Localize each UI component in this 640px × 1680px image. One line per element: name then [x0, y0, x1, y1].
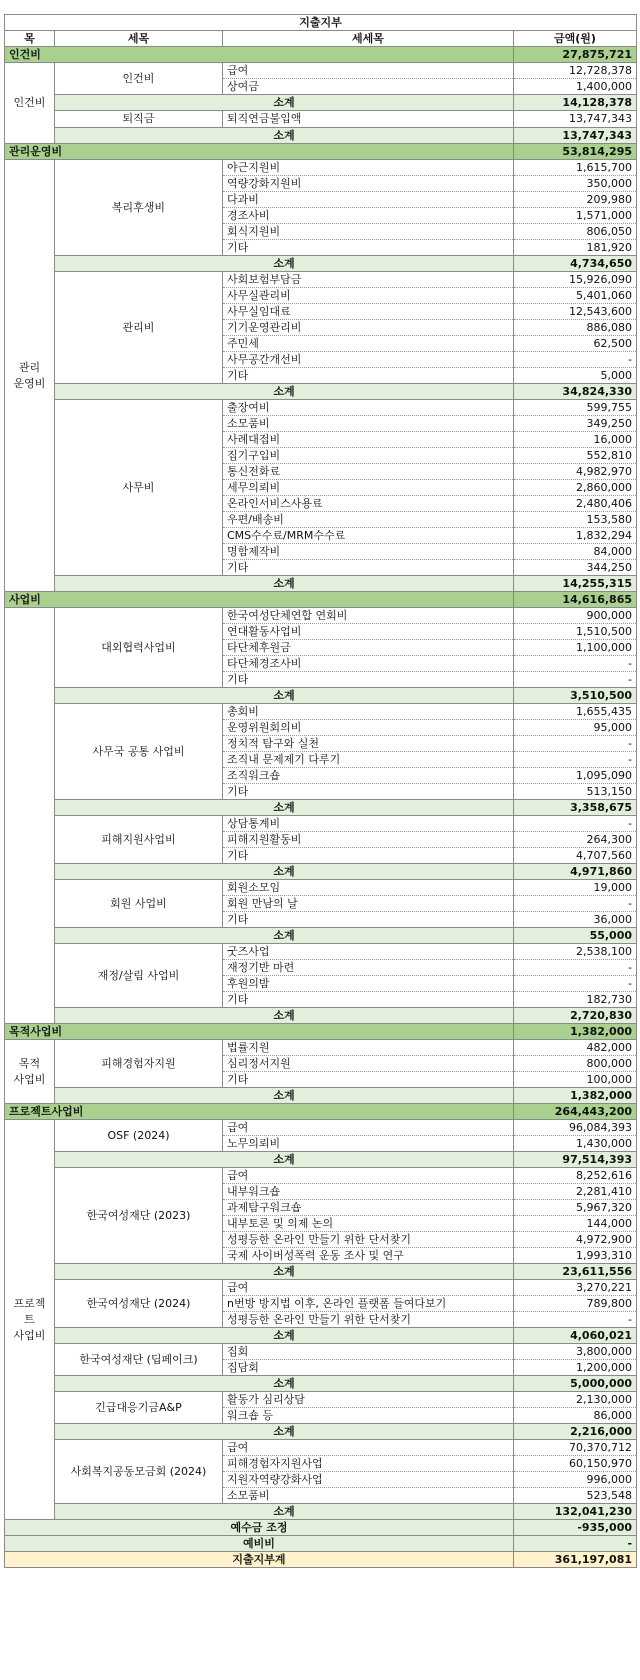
item-name: 조직워크숍	[223, 768, 514, 784]
item-name: 지원자역량강화사업	[223, 1472, 514, 1488]
subtotal-amount: 14,128,378	[514, 95, 637, 111]
item-amount: 153,580	[514, 512, 637, 528]
item-name: 연대활동사업비	[223, 624, 514, 640]
item-amount: 3,800,000	[514, 1344, 637, 1360]
semok-cell: 복리후생비	[55, 160, 223, 256]
item-amount: 182,730	[514, 992, 637, 1008]
item-amount: 36,000	[514, 912, 637, 928]
table-row	[5, 816, 637, 832]
item-name: 국제 사이버성폭력 운동 조사 및 연구	[223, 1248, 514, 1264]
item-amount: 789,800	[514, 1296, 637, 1312]
item-amount: 19,000	[514, 880, 637, 896]
mok-cell: 목적 사업비	[5, 1040, 55, 1104]
item-amount: 1,510,500	[514, 624, 637, 640]
subtotal-amount: 132,041,230	[514, 1504, 637, 1520]
adjustment-row	[5, 1520, 637, 1536]
item-amount: -	[514, 816, 637, 832]
item-amount: 599,755	[514, 400, 637, 416]
item-amount: 96,084,393	[514, 1120, 637, 1136]
subtotal-label: 소계	[55, 1088, 514, 1104]
table-row	[5, 1168, 637, 1184]
subtotal-label: 소계	[55, 1264, 514, 1280]
item-name: 피해경험자지원사업	[223, 1456, 514, 1472]
item-amount: 5,000	[514, 368, 637, 384]
semok-cell: 관리비	[55, 272, 223, 384]
subtotal-row	[5, 1008, 637, 1024]
category-amount: 27,875,721	[514, 47, 637, 63]
item-amount: 482,000	[514, 1040, 637, 1056]
item-amount: 12,543,600	[514, 304, 637, 320]
item-name: 집담회	[223, 1360, 514, 1376]
item-amount: 2,130,000	[514, 1392, 637, 1408]
item-amount: 900,000	[514, 608, 637, 624]
adjustment-row	[5, 1536, 637, 1552]
semok-cell: 한국여성재단 (딥페이크)	[55, 1344, 223, 1376]
category-name: 사업비	[5, 592, 514, 608]
item-amount: 349,250	[514, 416, 637, 432]
item-name: 조직내 문제제기 다루기	[223, 752, 514, 768]
table-row	[5, 1120, 637, 1136]
subtotal-amount: 2,720,830	[514, 1008, 637, 1024]
item-name: 재정기반 마련	[223, 960, 514, 976]
semok-cell: 긴급대응기금A&P	[55, 1392, 223, 1424]
item-name: CMS수수료/MRM수수료	[223, 528, 514, 544]
item-name: 활동가 심리상담	[223, 1392, 514, 1408]
category-row	[5, 592, 637, 608]
item-amount: 5,967,320	[514, 1200, 637, 1216]
table-row	[5, 160, 637, 176]
item-name: 급여	[223, 1120, 514, 1136]
item-name: 기타	[223, 992, 514, 1008]
subtotal-row	[5, 688, 637, 704]
item-name: 사무공간개선비	[223, 352, 514, 368]
semok-cell: 사회복지공동모금회 (2024)	[55, 1440, 223, 1504]
subtotal-label: 소계	[55, 95, 514, 111]
item-name: n번방 방지법 이후, 온라인 플랫폼 들여다보기	[223, 1296, 514, 1312]
item-name: 다과비	[223, 192, 514, 208]
table-row	[5, 880, 637, 896]
item-name: 우편/배송비	[223, 512, 514, 528]
item-name: 워크숍 등	[223, 1408, 514, 1424]
table-row	[5, 608, 637, 624]
subtotal-label: 소계	[55, 864, 514, 880]
item-amount: 4,972,900	[514, 1232, 637, 1248]
item-name: 내부워크숍	[223, 1184, 514, 1200]
item-amount: 62,500	[514, 336, 637, 352]
item-amount: -	[514, 976, 637, 992]
semok-cell: 대외협력사업비	[55, 608, 223, 688]
item-name: 굿즈사업	[223, 944, 514, 960]
header-semok: 세목	[55, 31, 223, 47]
item-name: 회원 만남의 날	[223, 896, 514, 912]
category-name: 프로젝트사업비	[5, 1104, 514, 1120]
item-amount: 144,000	[514, 1216, 637, 1232]
subtotal-amount: 14,255,315	[514, 576, 637, 592]
item-name: 통신전화료	[223, 464, 514, 480]
subtotal-amount: 4,971,860	[514, 864, 637, 880]
category-row	[5, 1104, 637, 1120]
item-amount: -	[514, 352, 637, 368]
category-amount: 14,616,865	[514, 592, 637, 608]
header-mok: 목	[5, 31, 55, 47]
item-amount: -	[514, 960, 637, 976]
item-amount: 1,655,435	[514, 704, 637, 720]
item-amount: 15,926,090	[514, 272, 637, 288]
item-name: 정치적 탐구와 실천	[223, 736, 514, 752]
item-name: 성평등한 온라인 만들기 위한 단서찾기	[223, 1232, 514, 1248]
subtotal-row	[5, 928, 637, 944]
subtotal-amount: 55,000	[514, 928, 637, 944]
item-amount: 209,980	[514, 192, 637, 208]
item-amount: 264,300	[514, 832, 637, 848]
total-label: 지출지부계	[5, 1552, 514, 1568]
table-row	[5, 63, 637, 79]
subtotal-amount: 34,824,330	[514, 384, 637, 400]
item-amount: 1,993,310	[514, 1248, 637, 1264]
category-row	[5, 47, 637, 63]
item-amount: 344,250	[514, 560, 637, 576]
table-row	[5, 944, 637, 960]
table-row	[5, 1392, 637, 1408]
subtotal-row	[5, 1424, 637, 1440]
item-amount: 70,370,712	[514, 1440, 637, 1456]
subtotal-label: 소계	[55, 1424, 514, 1440]
semok-cell: 한국여성재단 (2023)	[55, 1168, 223, 1264]
subtotal-row	[5, 1504, 637, 1520]
subtotal-label: 소계	[55, 256, 514, 272]
item-amount: 2,860,000	[514, 480, 637, 496]
subtotal-row	[5, 1376, 637, 1392]
semok-cell: 사무국 공통 사업비	[55, 704, 223, 800]
item-name: 급여	[223, 1168, 514, 1184]
category-row	[5, 1024, 637, 1040]
semok-cell: 피해지원사업비	[55, 816, 223, 864]
item-name: 명함제작비	[223, 544, 514, 560]
subtotal-amount: 97,514,393	[514, 1152, 637, 1168]
subtotal-amount: 23,611,556	[514, 1264, 637, 1280]
semok-cell: 재정/살림 사업비	[55, 944, 223, 1008]
subtotal-amount: 4,060,021	[514, 1328, 637, 1344]
subtotal-label: 소계	[55, 576, 514, 592]
mok-cell	[5, 608, 55, 1024]
subtotal-row	[5, 384, 637, 400]
subtotal-label: 소계	[55, 800, 514, 816]
header-row	[5, 31, 637, 47]
subtotal-row	[5, 1264, 637, 1280]
item-name: 사무실관리비	[223, 288, 514, 304]
subtotal-label: 소계	[55, 1328, 514, 1344]
subtotal-amount: 3,510,500	[514, 688, 637, 704]
subtotal-amount: 2,216,000	[514, 1424, 637, 1440]
item-amount: 181,920	[514, 240, 637, 256]
item-amount: 86,000	[514, 1408, 637, 1424]
item-amount: 60,150,970	[514, 1456, 637, 1472]
table-title: 지출지부	[5, 15, 637, 31]
item-amount: 552,810	[514, 448, 637, 464]
item-amount: 1,571,000	[514, 208, 637, 224]
item-amount: 13,747,343	[514, 111, 637, 128]
item-name: 타단체경조사비	[223, 656, 514, 672]
item-name: 기타	[223, 1072, 514, 1088]
item-amount: 1,200,000	[514, 1360, 637, 1376]
table-row	[5, 111, 637, 128]
item-amount: 1,832,294	[514, 528, 637, 544]
item-amount: 100,000	[514, 1072, 637, 1088]
item-amount: 12,728,378	[514, 63, 637, 79]
subtotal-amount: 4,734,650	[514, 256, 637, 272]
item-name: 기타	[223, 240, 514, 256]
item-amount: 2,480,406	[514, 496, 637, 512]
item-name: 운영위원회의비	[223, 720, 514, 736]
item-name: 급여	[223, 1440, 514, 1456]
subtotal-amount: 1,382,000	[514, 1088, 637, 1104]
item-amount: 2,538,100	[514, 944, 637, 960]
item-name: 노무의뢰비	[223, 1136, 514, 1152]
subtotal-label: 소계	[55, 1376, 514, 1392]
expense-table	[4, 14, 637, 1568]
table-row	[5, 1440, 637, 1456]
item-name: 회식지원비	[223, 224, 514, 240]
item-name: 급여	[223, 1280, 514, 1296]
subtotal-row	[5, 864, 637, 880]
subtotal-label: 소계	[55, 928, 514, 944]
item-name: 기타	[223, 912, 514, 928]
item-name: 사회보험부담금	[223, 272, 514, 288]
item-name: 역량강화지원비	[223, 176, 514, 192]
item-amount: -	[514, 656, 637, 672]
item-name: 피해지원활동비	[223, 832, 514, 848]
item-name: 상담통계비	[223, 816, 514, 832]
semok-cell: 한국여성재단 (2024)	[55, 1280, 223, 1328]
item-name: 내부토론 및 의제 논의	[223, 1216, 514, 1232]
subtotal-label: 소계	[55, 1152, 514, 1168]
item-amount: 513,150	[514, 784, 637, 800]
semok-cell: 회원 사업비	[55, 880, 223, 928]
subtotal-row	[5, 800, 637, 816]
item-name: 집기구입비	[223, 448, 514, 464]
item-name: 후원의밤	[223, 976, 514, 992]
semok-cell: 피해경험자지원	[55, 1040, 223, 1088]
subtotal-label: 소계	[55, 688, 514, 704]
subtotal-label: 소계	[55, 1504, 514, 1520]
item-name: 기타	[223, 672, 514, 688]
subtotal-row	[5, 1088, 637, 1104]
item-name: 세무의뢰비	[223, 480, 514, 496]
item-name: 기타	[223, 848, 514, 864]
subtotal-label: 소계	[55, 1008, 514, 1024]
item-amount: 1,100,000	[514, 640, 637, 656]
item-amount: 800,000	[514, 1056, 637, 1072]
mok-cell: 인건비	[5, 63, 55, 144]
item-name: 소모품비	[223, 416, 514, 432]
item-amount: 350,000	[514, 176, 637, 192]
table-title-row	[5, 15, 637, 31]
adjustment-label: 예비비	[5, 1536, 514, 1552]
item-amount: 1,400,000	[514, 79, 637, 95]
table-row	[5, 1040, 637, 1056]
item-amount: -	[514, 672, 637, 688]
item-name: 야근지원비	[223, 160, 514, 176]
item-name: 사례대접비	[223, 432, 514, 448]
item-name: 퇴직연금불입액	[223, 111, 514, 128]
item-amount: 1,615,700	[514, 160, 637, 176]
item-name: 사무실임대료	[223, 304, 514, 320]
mok-cell: 프로젝트 사업비	[5, 1120, 55, 1520]
subtotal-label: 소계	[55, 384, 514, 400]
item-name: 총회비	[223, 704, 514, 720]
item-amount: 8,252,616	[514, 1168, 637, 1184]
total-amount: 361,197,081	[514, 1552, 637, 1568]
item-name: 기타	[223, 560, 514, 576]
item-name: 타단체후원금	[223, 640, 514, 656]
subtotal-row	[5, 256, 637, 272]
item-name: 기타	[223, 784, 514, 800]
item-name: 기타	[223, 368, 514, 384]
item-name: 급여	[223, 63, 514, 79]
subtotal-row	[5, 95, 637, 111]
item-amount: 4,982,970	[514, 464, 637, 480]
item-name: 집회	[223, 1344, 514, 1360]
item-name: 출장여비	[223, 400, 514, 416]
table-row	[5, 1344, 637, 1360]
subtotal-amount: 5,000,000	[514, 1376, 637, 1392]
item-name: 성평등한 온라인 만들기 위한 단서찾기	[223, 1312, 514, 1328]
item-amount: 886,080	[514, 320, 637, 336]
item-name: 주민세	[223, 336, 514, 352]
item-amount: -	[514, 752, 637, 768]
item-amount: 84,000	[514, 544, 637, 560]
subtotal-row	[5, 1152, 637, 1168]
subtotal-amount: 3,358,675	[514, 800, 637, 816]
item-amount: 2,281,410	[514, 1184, 637, 1200]
table-row	[5, 1280, 637, 1296]
table-row	[5, 272, 637, 288]
item-name: 회원소모임	[223, 880, 514, 896]
total-row	[5, 1552, 637, 1568]
item-amount: 523,548	[514, 1488, 637, 1504]
item-name: 심리정서지원	[223, 1056, 514, 1072]
item-amount: 1,095,090	[514, 768, 637, 784]
item-amount: 16,000	[514, 432, 637, 448]
item-amount: -	[514, 896, 637, 912]
item-amount: 3,270,221	[514, 1280, 637, 1296]
subtotal-row	[5, 128, 637, 144]
item-name: 상여금	[223, 79, 514, 95]
item-amount: 806,050	[514, 224, 637, 240]
semok-cell: 퇴직금	[55, 111, 223, 128]
adjustment-amount: -	[514, 1536, 637, 1552]
subtotal-row	[5, 576, 637, 592]
subtotal-label: 소계	[55, 128, 514, 144]
table-row	[5, 400, 637, 416]
category-row	[5, 144, 637, 160]
item-name: 경조사비	[223, 208, 514, 224]
item-amount: 996,000	[514, 1472, 637, 1488]
item-name: 과제탐구워크숍	[223, 1200, 514, 1216]
category-amount: 264,443,200	[514, 1104, 637, 1120]
item-amount: 1,430,000	[514, 1136, 637, 1152]
semok-cell: OSF (2024)	[55, 1120, 223, 1152]
item-name: 온라인서비스사용료	[223, 496, 514, 512]
adjustment-amount: -935,000	[514, 1520, 637, 1536]
item-name: 소모품비	[223, 1488, 514, 1504]
item-name: 법률지원	[223, 1040, 514, 1056]
category-name: 목적사업비	[5, 1024, 514, 1040]
item-amount: 95,000	[514, 720, 637, 736]
item-name: 기기운영관리비	[223, 320, 514, 336]
item-amount: -	[514, 1312, 637, 1328]
subtotal-amount: 13,747,343	[514, 128, 637, 144]
item-amount: 4,707,560	[514, 848, 637, 864]
subtotal-row	[5, 1328, 637, 1344]
category-amount: 1,382,000	[514, 1024, 637, 1040]
semok-cell: 인건비	[55, 63, 223, 95]
category-name: 인건비	[5, 47, 514, 63]
category-amount: 53,814,295	[514, 144, 637, 160]
budget-sheet	[4, 14, 636, 1568]
mok-cell: 관리 운영비	[5, 160, 55, 592]
semok-cell: 사무비	[55, 400, 223, 576]
category-name: 관리운영비	[5, 144, 514, 160]
header-sesemok: 세세목	[223, 31, 514, 47]
header-amount: 금액(원)	[514, 31, 637, 47]
item-amount: 5,401,060	[514, 288, 637, 304]
table-row	[5, 704, 637, 720]
item-amount: -	[514, 736, 637, 752]
adjustment-label: 예수금 조정	[5, 1520, 514, 1536]
item-name: 한국여성단체연합 연회비	[223, 608, 514, 624]
